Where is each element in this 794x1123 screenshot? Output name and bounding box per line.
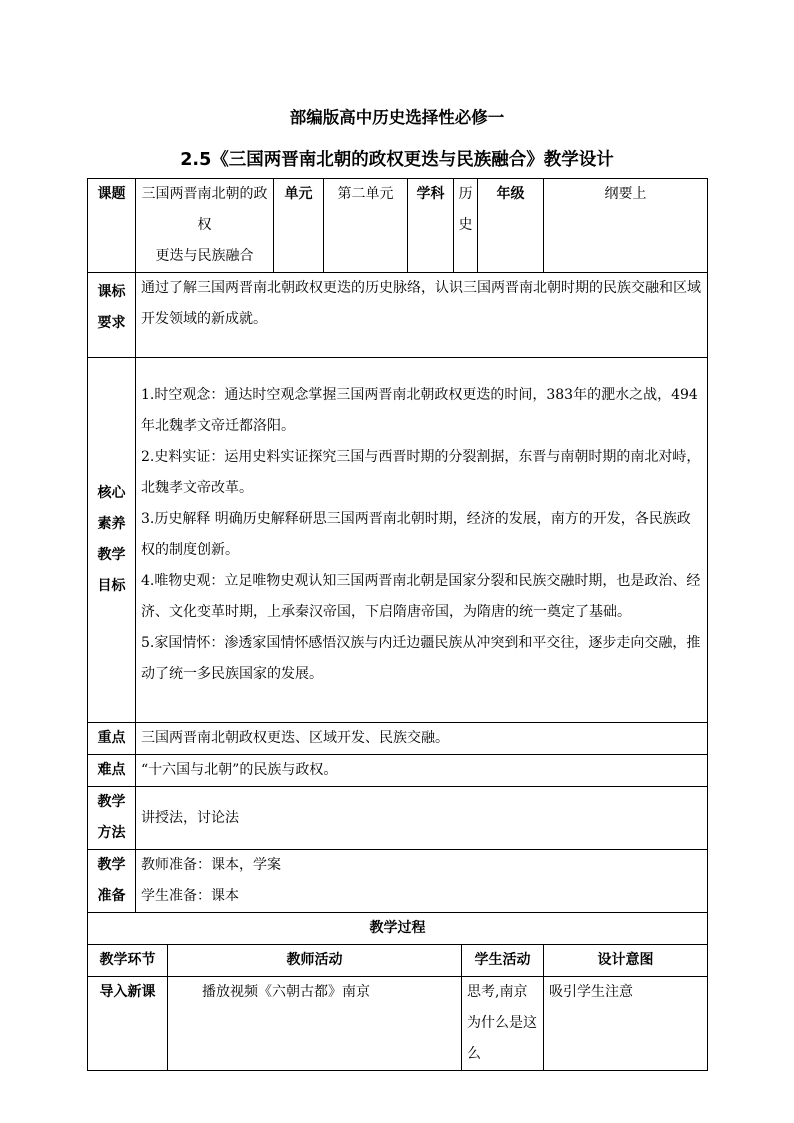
topic-row (88, 179, 708, 273)
core-goals-label-line3: 教学 (97, 547, 126, 563)
process-row (88, 977, 708, 1071)
standard-content: 通过了解三国两晋南北朝政权更迭的历史脉络，认识三国两晋南北朝时期的民族交融和区域开发领域的新成就。 (136, 273, 708, 358)
key-points-content: 三国两晋南北朝政权更迭、区域开发、民族交融。 (136, 723, 708, 755)
standard-label (88, 273, 136, 358)
process-title-row (88, 913, 708, 945)
key-points-row (88, 723, 708, 755)
process-header-intent: 设计意图 (544, 945, 708, 977)
topic-value-line2: 更迭与民族融合 (155, 248, 254, 264)
preparation-content (136, 850, 708, 913)
difficult-points-content: “十六国与北朝”的民族与政权。 (136, 755, 708, 787)
core-goals-label (88, 358, 136, 723)
core-goals-content (136, 358, 708, 723)
difficult-points-row (88, 755, 708, 787)
core-goals-label-line1: 核心 (97, 485, 126, 501)
topic-value-line1: 三国两晋南北朝的政权 (141, 186, 268, 233)
core-goals-label-line2: 素养 (97, 516, 126, 532)
process-student-activity: 思考,南京为什么是这么 (462, 977, 544, 1071)
core-goal-item: 4.唯物史观：立足唯物史观认知三国两晋南北朝是国家分裂和民族交融时期，也是政治、经济、文化变革时期，上承秦汉帝国，下启隋唐帝国，为隋唐的统一奠定了基础。 (141, 573, 701, 620)
core-goal-item: 5.家国情怀：渗透家国情怀感悟汉族与内迁边疆民族从冲突到和平交往，逐步走向交融，推动了统一多民族国家的发展。 (141, 635, 701, 682)
process-title: 教学过程 (88, 913, 708, 945)
core-goal-item: 2.史料实证：运用史料实证探究三国与西晋时期的分裂割据，东晋与南朝时期的南北对峙，北魏孝文帝改革。 (141, 449, 701, 496)
subject-label: 学科 (408, 179, 454, 273)
document-title: 部编版高中历史选择性必修一 (289, 108, 505, 127)
core-goals-label-line4: 目标 (97, 578, 126, 594)
standard-label-line1: 课标 (97, 284, 126, 300)
method-content: 讲授法，讨论法 (136, 787, 708, 850)
process-header-row (88, 945, 708, 977)
method-row (88, 787, 708, 850)
method-label-line2: 方法 (97, 825, 126, 841)
topic-label: 课题 (88, 179, 136, 273)
standard-label-line2: 要求 (97, 315, 126, 331)
subject-value: 历史 (454, 179, 478, 273)
document-subtitle: 2.5《三国两晋南北朝的政权更迭与民族融合》教学设计 (180, 150, 614, 170)
core-goal-item: 3.历史解释 明确历史解释研思三国两晋南北朝时期，经济的发展，南方的开发，各民族政权的制度创新。 (141, 511, 691, 558)
process-design-intent: 吸引学生注意 (544, 977, 708, 1071)
process-header-student: 学生活动 (462, 945, 544, 977)
process-teacher-activity: 播放视频《六朝古都》南京 (168, 977, 462, 1071)
method-label-line1: 教学 (97, 794, 126, 810)
process-header-stage: 教学环节 (88, 945, 168, 977)
process-stage: 导入新课 (88, 977, 168, 1071)
preparation-label-line2: 准备 (97, 888, 126, 904)
preparation-row (88, 850, 708, 913)
grade-label: 年级 (478, 179, 544, 273)
topic-value (136, 179, 274, 273)
standard-row (88, 273, 708, 358)
teacher-preparation: 教师准备：课本，学案 (141, 857, 281, 873)
method-label (88, 787, 136, 850)
difficult-points-label: 难点 (88, 755, 136, 787)
unit-label: 单元 (274, 179, 324, 273)
grade-value: 纲要上 (544, 179, 708, 273)
preparation-label-line1: 教学 (97, 857, 126, 873)
core-goal-item: 1.时空观念：通达时空观念掌握三国两晋南北朝政权更迭的时间，383年的淝水之战，494年北魏孝文帝迁都洛阳。 (141, 387, 698, 434)
key-points-label: 重点 (88, 723, 136, 755)
process-header-teacher: 教师活动 (168, 945, 462, 977)
preparation-label (88, 850, 136, 913)
lesson-plan-table (87, 178, 708, 1071)
student-preparation: 学生准备：课本 (141, 888, 239, 904)
unit-value: 第二单元 (324, 179, 408, 273)
core-goals-row (88, 358, 708, 723)
